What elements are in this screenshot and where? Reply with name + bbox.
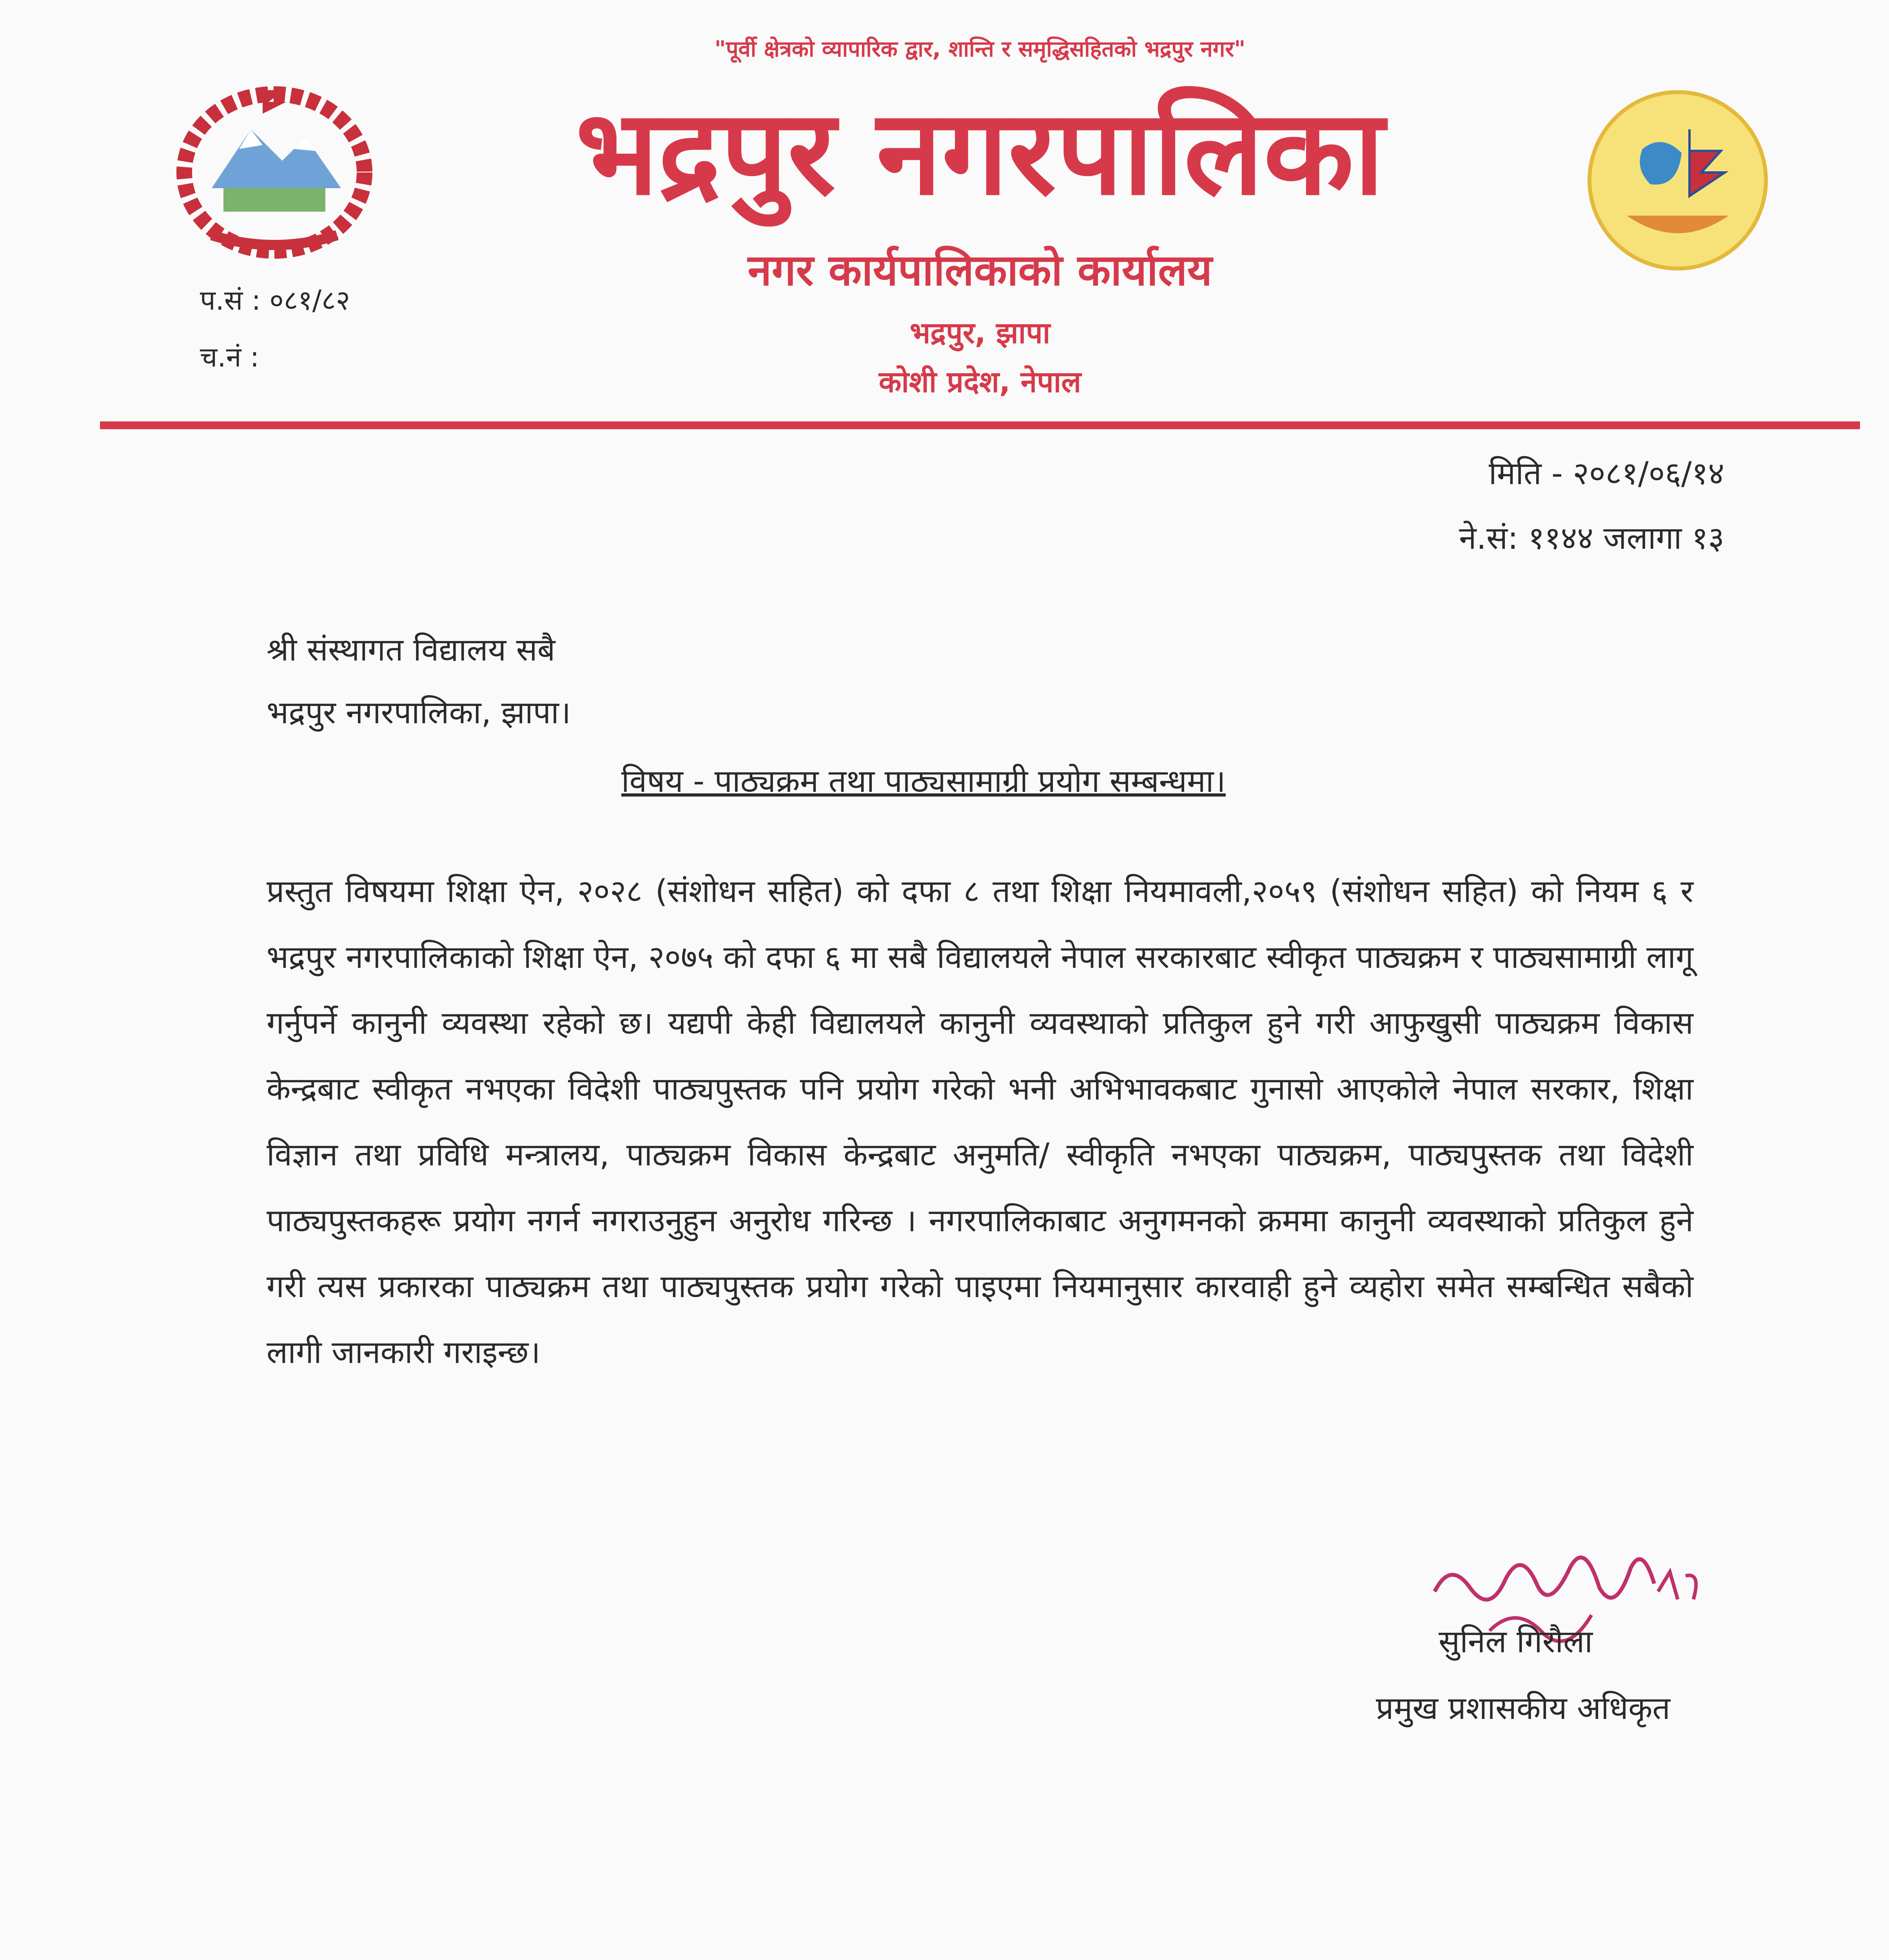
signer-name: सुनिल गिरौला [1439,1623,1593,1660]
recipient-line-1: श्री संस्थागत विद्यालय सबै [267,632,555,668]
address-line-1: भद्रपुर, झापा [909,316,1051,350]
nepal-emblem-icon [165,71,384,259]
letter-body: प्रस्तुत विषयमा शिक्षा ऐन, २०२८ (संशोधन सहित) को दफा ८ तथा शिक्षा नियमावली,२०५९ (संशोधन सहित) को नियम ६ र भद्रपुर नगरपालिकाको शिक्षा ऐन, २०७५ को दफा ६ मा सबै विद्यालयले नेपाल सरकारबाट स्वीकृत पाठ्यक्रम र पाठ्यसामाग्री लागू गर्नुपर्ने कानुनी व्यवस्था रहेको छ। यद्यपी केही विद्यालयले कानुनी व्यवस्थाको प्रतिकुल हुने गरी आफुखुसी पाठ्यक्रम विकास केन्द्रबाट स्वीकृत नभएका विदेशी पाठ्यपुस्तक पनि प्रयोग गरेको भनी अभिभावकबाट गुनासो आएकोले नेपाल सरकार, शिक्षा विज्ञान तथा प्रविधि मन्त्रालय, पाठ्यक्रम विकास केन्द्रबाट अनुमति/ स्वीकृति नभएका पाठ्यक्रम, पाठ्यपुस्तक तथा विदेशी पाठ्यपुस्तकहरू प्रयोग नगर्न नगराउनुहुन अनुरोध गरिन्छ । नगरपालिकाबाट अनुगमनको क्रममा कानुनी व्यवस्थाको प्रतिकुल हुने गरी त्यस प्रकारका पाठ्यक्रम तथा पाठ्यपुस्तक प्रयोग गरेको पाइएमा नियमानुसार कारवाही हुने व्यहोरा समेत सम्बन्धित सबैको लागी जानकारी गराइन्छ। [267,873,1693,1370]
letter-date: मिति - २०८१/०६/१४ [1488,455,1724,492]
letter-subject: विषय - पाठ्यक्रम तथा पाठ्यसामाग्री प्रयोग सम्बन्धमा। [621,763,1226,799]
patra-sankhya: प.सं : ०८१/८२ [200,284,350,316]
recipient-line-2: भद्रपुर नगरपालिका, झापा। [267,694,571,731]
municipality-logo-icon [1584,86,1772,274]
org-name: भद्रपुर नगरपालिका [575,84,1385,221]
signer-designation: प्रमुख प्रशासकीय अधिकृत [1376,1690,1671,1726]
address-line-2: कोशी प्रदेश, नेपाल [878,365,1082,399]
chalani-number: च.नं : [200,341,259,373]
nepal-sambat-date: ने.सं: ११४४ जलागा १३ [1459,520,1724,556]
header-divider [100,421,1860,429]
office-name: नगर कार्यपालिकाको कार्यालय [748,245,1212,295]
slogan: "पूर्वी क्षेत्रको व्यापारिक द्वार, शान्ति र समृद्धिसहितको भद्रपुर नगर" [714,36,1246,62]
